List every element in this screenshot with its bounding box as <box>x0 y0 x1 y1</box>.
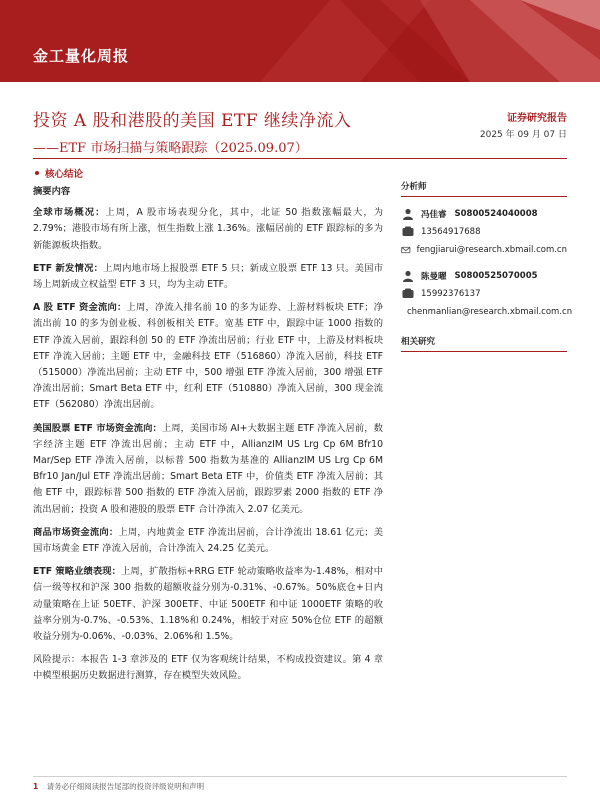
person-icon <box>401 269 415 283</box>
sidebar <box>401 180 573 352</box>
core-conclusion-heading <box>33 166 83 180</box>
paragraph-lead: 商品市场资金流向： <box>33 526 119 538</box>
analyst-name-row <box>401 205 567 223</box>
paragraph-risk-warning <box>33 652 383 684</box>
page-number: 1 <box>33 782 39 791</box>
report-title: 投资 A 股和港股的美国 ETF 继续净流入 <box>33 111 352 131</box>
header-band <box>0 0 600 82</box>
phone-icon <box>401 287 415 301</box>
title-divider <box>33 158 567 159</box>
paragraph-text: 上周，A 股市场表现分化，其中，北证 50 指数涨幅最大，为 2.79%；港股市场有所上涨，恒生指数上涨 1.36%。涨幅居前的 ETF 跟踪标的多为新能源板块指数。 <box>33 207 383 251</box>
report-type: 证券研究报告 <box>507 113 567 124</box>
analyst-email-row <box>401 241 567 259</box>
paragraph-global-market <box>33 205 383 254</box>
related-research-heading: 相关研究 <box>401 335 567 352</box>
report-series: 金工量化周报 <box>33 47 130 65</box>
paragraph-text: 上周内地市场上报股票 ETF 5 只；新成立股票 ETF 13 只。美国市场上周新成立权益型 ETF 3 只，均为主动 ETF。 <box>33 262 384 291</box>
paragraph-text: 上周，净流入排名前 10 的多为证券、上游材料板块 ETF；净流出前 10 的多为创业板、科创板相关 ETF。宽基 ETF 中，跟踪中证 1000 指数的 ETF 净流入居前，跟踪科创 50 的 ETF 净流出居前；行业 ETF 中，上游及材料板块 ETF 净流入居前；主题 ETF 中，金融科技 ETF（516860）净流入居前，科技 ETF（515000）净流出居前；主动 ETF 中，500 增强 ETF 净流入居前，300 增强 ETF 净流出居前；Smart Beta ETF 中，红利 ETF（510880）净流入居前，300 现金流 ETF（562080）净流出居前。 <box>33 302 383 411</box>
analyst-heading: 分析师 <box>401 180 567 197</box>
analyst-name: 陈曼曜 <box>421 272 447 282</box>
core-conclusion-label: 核心结论 <box>45 169 84 180</box>
analyst-email-row <box>401 303 573 321</box>
paragraph-lead: ETF 新发情况： <box>33 262 104 274</box>
analyst-card <box>401 267 573 321</box>
analyst-phone: 15992376137 <box>421 289 481 299</box>
analyst-phone-row <box>401 285 567 303</box>
email-icon <box>401 243 411 257</box>
report-subtitle: ——ETF 市场扫描与策略跟踪（2025.09.07） <box>33 141 308 156</box>
paragraph-lead: 全球市场概况： <box>33 207 106 219</box>
footer <box>33 781 204 792</box>
analyst-card <box>401 205 567 259</box>
paragraph-text: 上周，美国市场 AI+大数据主题 ETF 净流入居前，数字经济主题 ETF 净流出居前；主动 ETF 中，AllianzIM US Lrg Cp 6M Bfr10 Mar/Sep ETF 净流入居前，以标普 500 指数为基准的 AllianzIM US Lrg Cp 6M Bfr10 Jan/Jul ETF 净流出居前；Smart Beta ETF 中，价值类 ETF 净流入居前；其他 ETF 中，跟踪标普 500 指数的 ETF 净流入居前，跟踪罗素 2000 指数的 ETF 净流出居前；投资 A 股和港股的股票 ETF 合计净流入 2.07 亿美元。 <box>33 422 383 515</box>
summary-title: 摘要内容 <box>33 186 71 197</box>
phone-icon <box>401 225 415 239</box>
paragraph-lead: A 股 ETF 资金流向： <box>33 302 127 314</box>
paragraph-lead: ETF 策略业绩表现： <box>33 566 122 578</box>
analyst-name: 冯佳睿 <box>421 210 447 220</box>
paragraph-a-share-flow <box>33 300 383 413</box>
footer-disclaimer: 请务必仔细阅读报告尾部的投资评级说明和声明 <box>46 782 205 791</box>
summary-body <box>33 184 383 692</box>
paragraph-text: 风险提示：本报告 1-3 章涉及的 ETF 仅为客观统计结果，不构成投资建议。第 4 章中模型根据历史数据进行测算，存在模型失效风险。 <box>33 654 383 682</box>
paragraph-commodity-flow <box>33 525 383 557</box>
footer-divider <box>33 776 567 777</box>
paragraph-strategy-performance <box>33 564 383 645</box>
paragraph-text: 上周，内地黄金 ETF 净流出居前，合计净流出 18.61 亿元；美国市场黄金 ETF 净流入居前，合计净流入 24.25 亿美元。 <box>33 526 383 555</box>
header-decoration <box>0 0 600 82</box>
analyst-phone: 13564917688 <box>421 227 481 237</box>
bullet-icon <box>35 171 39 175</box>
person-icon <box>401 207 415 221</box>
paragraph-text: 上周，扩散指标+RRG ETF 轮动策略收益率为-1.48%，相对中信一级等权和沪深 300 指数的超额收益分别为-0.31%、-0.67%。50%底仓+日内动量策略在上证 50ETF、沪深 300ETF、中证 500ETF 和中证 1000ETF 策略的收益率分别为-0.7%、-0.53%、1.18%和 0.24%，相较于对应 50%仓位 ETF 的超额收益分别为-0.06%、-0.03%、2.06%和 1.5%。 <box>33 566 383 643</box>
paragraph-us-flow <box>33 421 383 518</box>
paragraph-lead: 美国股票 ETF 市场资金流向： <box>33 422 162 434</box>
analyst-name-row <box>401 267 567 285</box>
analyst-email[interactable]: fengjiarui@research.xbmail.com.cn <box>416 245 567 255</box>
analyst-cert: S0800525070005 <box>454 271 538 281</box>
report-date: 2025 年 09 月 07 日 <box>479 130 567 140</box>
analyst-cert: S0800524040008 <box>454 209 538 219</box>
analyst-email[interactable]: chenmanlian@research.xbmail.com.cn <box>407 307 573 317</box>
analyst-phone-row <box>401 223 567 241</box>
paragraph-new-etf <box>33 261 383 293</box>
